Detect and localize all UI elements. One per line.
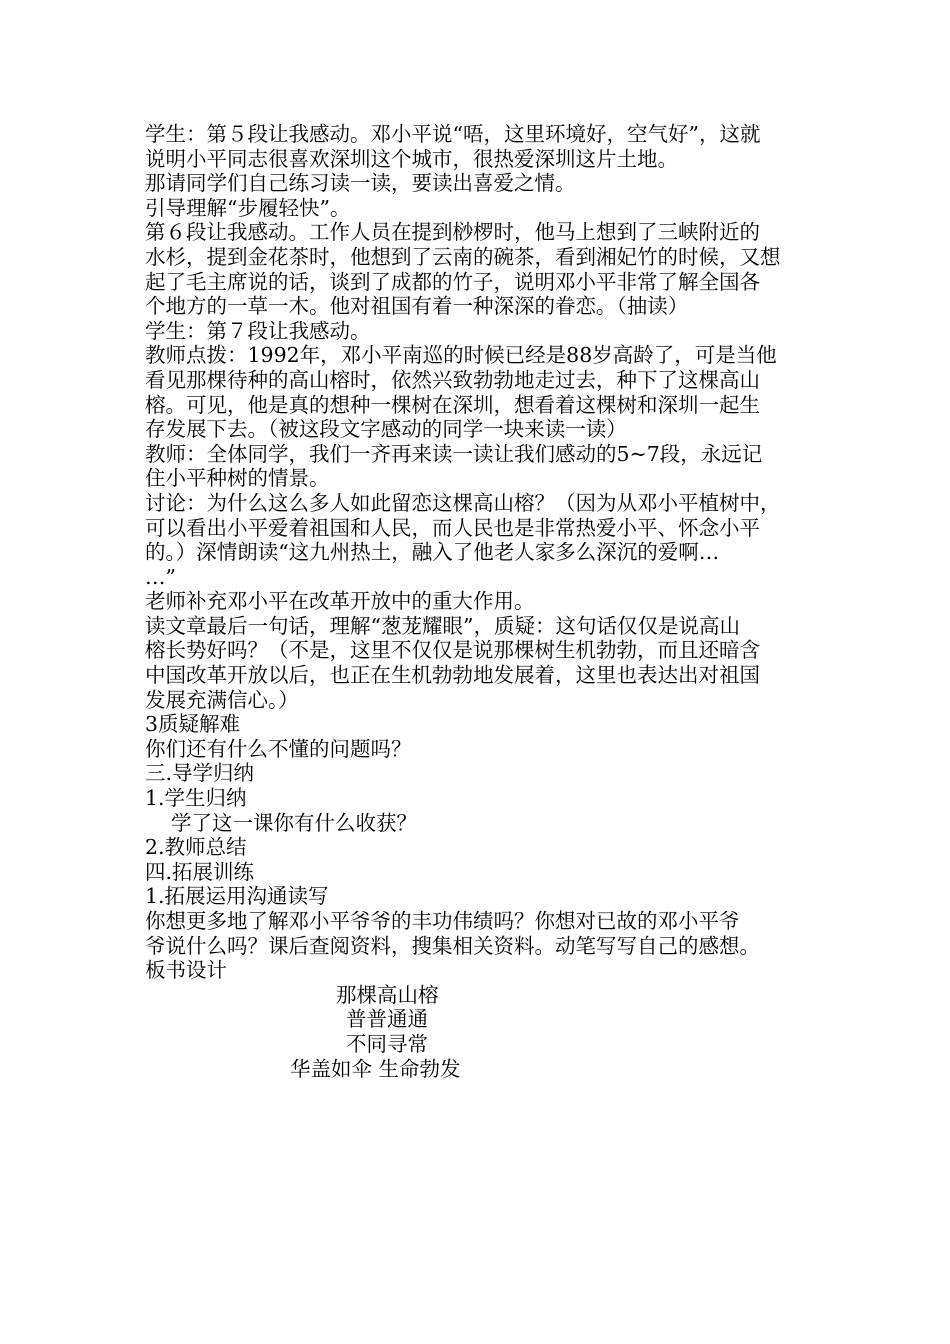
subsection-heading: 2.教师总结	[145, 835, 247, 860]
subsection-heading: 1.学生归纳	[145, 786, 247, 811]
section-heading: 四.拓展训练	[145, 859, 255, 884]
text-line: 说明小平同志很喜欢深圳这个城市，很热爱深圳这片土地。	[145, 146, 678, 171]
text-line: 发展充满信心。）	[145, 687, 299, 712]
board-title: 那棵高山榕	[336, 982, 439, 1007]
text-line: 教师：全体同学，我们一齐再来读一读让我们感动的5~7段，永远记	[145, 441, 763, 466]
board-line: 华盖如伞 生命勃发	[290, 1056, 461, 1081]
text-line: 学生：第５段让我感动。邓小平说“唔，这里环境好，空气好”，这就	[145, 122, 761, 146]
text-line: 学了这一课你有什么收获？	[171, 810, 417, 835]
board-line: 不同寻常	[346, 1031, 428, 1056]
text-line: 的。）深情朗读“这九州热土，融入了他老人家多么深沉的爱啊…	[145, 540, 720, 565]
text-line: 个地方的一草一木。他对祖国有着一种深深的眷恋。（抽读）	[145, 294, 689, 319]
text-line: 中国改革开放以后，也正在生机勃勃地发展着，这里也表达出对祖国	[145, 663, 760, 688]
subsection-heading: 1.拓展运用沟通读写	[145, 884, 329, 909]
text-line: 榕。可见，他是真的想种一棵树在深圳，想看着这棵树和深圳一起生	[145, 392, 760, 417]
board-line: 普普通通	[346, 1007, 428, 1032]
text-line: …”	[145, 564, 176, 589]
text-line: 水杉，提到金花茶时，他想到了云南的碗茶，看到湘妃竹的时候，又想	[145, 244, 781, 269]
section-heading: 板书设计	[145, 958, 227, 983]
text-line: 你们还有什么不懂的问题吗？	[145, 736, 412, 761]
text-line: 榕长势好吗？（不是，这里不仅仅是说那棵树生机勃勃，而且还暗含	[145, 638, 760, 663]
text-line: 老师补充邓小平在改革开放中的重大作用。	[145, 589, 535, 614]
text-line: 讨论：为什么这么多人如此留恋这棵高山榕？（因为从邓小平植树中，	[145, 490, 781, 515]
section-heading: 3质疑解难	[145, 712, 241, 737]
text-line: 你想更多地了解邓小平爷爷的丰功伟绩吗？你想对已故的邓小平爷	[145, 909, 740, 933]
text-line: 那请同学们自己练习读一读，要读出喜爱之情。	[145, 171, 576, 196]
text-line: 住小平种树的情景。	[145, 466, 330, 491]
text-line: 看见那棵待种的高山榕时，依然兴致勃勃地走过去，种下了这棵高山	[145, 367, 760, 392]
text-line: 引导理解“步履轻快”。	[145, 195, 351, 220]
section-heading: 三.导学归纳	[145, 761, 255, 786]
blackboard-design	[145, 983, 815, 1081]
text-line: 第６段让我感动。工作人员在提到桫椤时，他马上想到了三峡附近的	[145, 220, 760, 245]
text-line: 学生：第７段让我感动。	[145, 318, 371, 343]
document-body	[145, 122, 815, 1081]
text-line: 爷说什么吗？课后查阅资料，搜集相关资料。动笔写写自己的感想。	[145, 933, 760, 958]
text-line: 起了毛主席说的话，谈到了成都的竹子，说明邓小平非常了解全国各	[145, 269, 760, 294]
text-line: 教师点拨：1992年，邓小平南巡的时候已经是88岁高龄了，可是当他	[145, 343, 777, 368]
text-line: 读文章最后一句话，理解“葱茏耀眼”，质疑：这句话仅仅是说高山	[145, 613, 740, 638]
text-line: 存发展下去。（被这段文字感动的同学一块来读一读）	[145, 417, 627, 442]
text-line: 可以看出小平爱着祖国和人民，而人民也是非常热爱小平、怀念小平	[145, 515, 760, 540]
